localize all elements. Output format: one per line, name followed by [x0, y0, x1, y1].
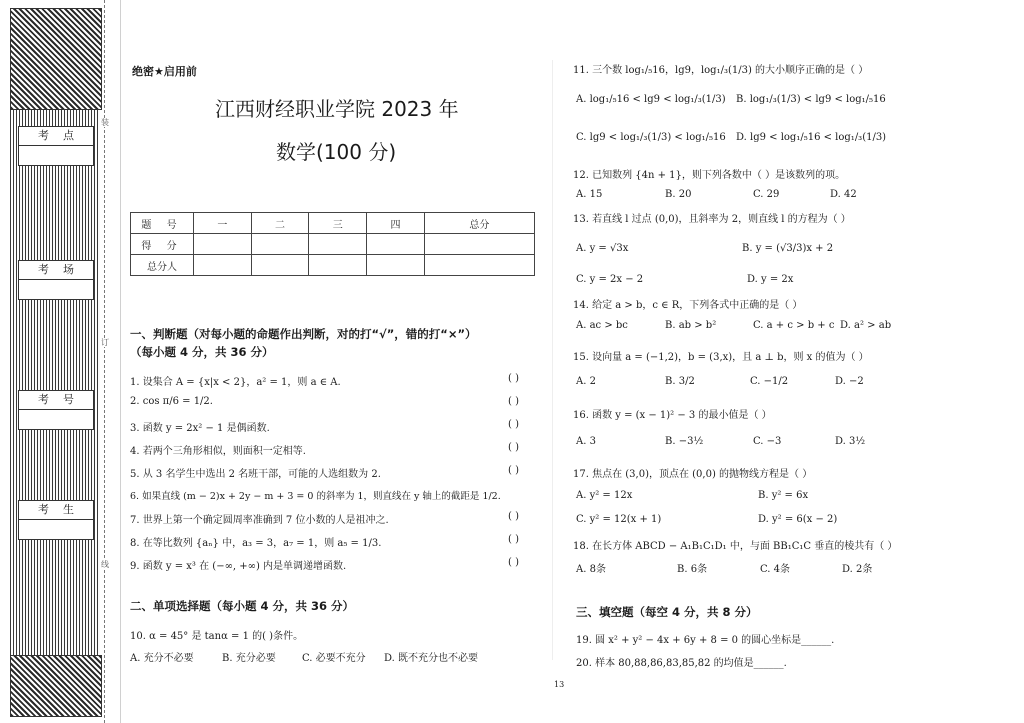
hatch-block-top: [10, 8, 102, 110]
option-d: D. y² = 6(x − 2): [758, 514, 838, 525]
score-cell[interactable]: [424, 234, 534, 255]
option-b: B. y² = 6x: [758, 490, 809, 501]
page-edge: [120, 0, 121, 723]
option-a: A. y² = 12x: [576, 490, 633, 501]
question-14: 14. 给定 a > b，c ∈ R，下列各式中正确的是（ ）: [573, 300, 803, 311]
confidential-mark: 绝密★启用前: [132, 65, 197, 78]
field-label: 考场: [19, 261, 93, 280]
answer-blank[interactable]: ( ): [508, 465, 519, 476]
table-header-cell: 题 号: [131, 213, 194, 234]
section-title: 二、单项选择题（每小题 4 分，共 36 分）: [130, 599, 355, 613]
score-cell[interactable]: [194, 255, 252, 276]
section-subtitle: （每小题 4 分，共 36 分）: [130, 345, 274, 359]
table-header-cell: 一: [194, 213, 252, 234]
question-19: 19. 圆 x² + y² − 4x + 6y + 8 = 0 的圆心坐标是______.: [576, 635, 835, 646]
question-13: 13. 若直线 l 过点 (0,0)，且斜率为 2，则直线 l 的方程为（ ）: [573, 214, 851, 225]
question-11: 11. 三个数 log₁/₅16，lg9，log₁/₃(1/3) 的大小顺序正确的是（ ）: [573, 65, 869, 76]
option-d: D. 既不充分也不必要: [384, 653, 479, 664]
section-title: 一、判断题（对每小题的命题作出判断，对的打“√”，错的打“×”）: [130, 327, 477, 341]
option-a: A. 8条: [576, 564, 606, 575]
seal-char: 装: [101, 118, 109, 127]
question-5: 5. 从 3 名学生中选出 2 名班干部，可能的人选组数为 2.: [130, 469, 381, 480]
question-16: 16. 函数 y = (x − 1)² − 3 的最小值是（ ）: [573, 410, 772, 421]
score-cell[interactable]: [309, 255, 367, 276]
answer-blank[interactable]: ( ): [508, 534, 519, 545]
option-c: C. −3: [753, 436, 782, 447]
field-exam-site[interactable]: [18, 126, 94, 166]
question-17: 17. 焦点在 (3,0)，顶点在 (0,0) 的抛物线方程是（ ）: [573, 469, 813, 480]
option-b: B. 3/2: [665, 376, 695, 387]
question-3: 3. 函数 y = 2x² − 1 是偶函数.: [130, 423, 270, 434]
table-header-cell: 总分: [424, 213, 534, 234]
option-c: C. −1/2: [750, 376, 789, 387]
option-d: D. lg9 < log₁/₅16 < log₁/₃(1/3): [736, 132, 887, 143]
option-c: C. 4条: [760, 564, 791, 575]
question-9: 9. 函数 y = x³ 在 (−∞, +∞) 内是单调递增函数.: [130, 561, 347, 572]
option-a: A. log₁/₅16 < lg9 < log₁/₃(1/3): [576, 94, 726, 105]
question-15: 15. 设向量 a = (−1,2)，b = (3,x)，且 a ⊥ b，则 x 的值为（ ）: [573, 352, 869, 363]
answer-blank[interactable]: ( ): [508, 419, 519, 430]
option-b: B. 充分必要: [222, 653, 276, 664]
option-d: D. −2: [835, 376, 864, 387]
question-18: 18. 在长方体 ABCD − A₁B₁C₁D₁ 中，与面 BB₁C₁C 垂直的棱共有（ ）: [573, 541, 898, 552]
hatch-block-bottom: [10, 655, 102, 717]
option-a: A. ac > bc: [576, 320, 628, 331]
answer-blank[interactable]: ( ): [508, 373, 519, 384]
table-row-label: 总分人: [131, 255, 194, 276]
answer-blank[interactable]: ( ): [508, 557, 519, 568]
score-cell[interactable]: [309, 234, 367, 255]
answer-blank[interactable]: ( ): [508, 511, 519, 522]
question-6: 6. 如果直线 (m − 2)x + 2y − m + 3 = 0 的斜率为 1，则直线在 y 轴上的截距是 1/2.: [130, 491, 501, 502]
option-a: A. y = √3x: [576, 243, 629, 254]
question-8: 8. 在等比数列 {aₙ} 中，a₃ = 3，a₇ = 1，则 a₅ = 1/3.: [130, 538, 382, 549]
field-exam-number[interactable]: [18, 390, 94, 430]
field-label: 考点: [19, 127, 93, 146]
score-table: [130, 212, 535, 276]
question-1: 1. 设集合 A = {x|x < 2}，a² = 1，则 a ∈ A.: [130, 377, 341, 388]
section-title: 三、填空题（每空 4 分，共 8 分）: [576, 605, 758, 619]
binding-strip: [0, 0, 118, 723]
option-b: B. ab > b²: [665, 320, 717, 331]
option-d: D. 3½: [835, 436, 866, 447]
question-7: 7. 世界上第一个确定圆周率准确到 7 位小数的人是祖冲之.: [130, 515, 389, 526]
binding-stripes: [10, 110, 100, 655]
score-cell[interactable]: [367, 234, 425, 255]
field-label: 考号: [19, 391, 93, 410]
option-a: A. 充分不必要: [130, 653, 194, 664]
exam-title: 数学(100 分): [276, 140, 397, 164]
option-d: D. a² > ab: [840, 320, 892, 331]
table-row: [131, 213, 535, 234]
question-12: 12. 已知数列 {4n + 1}，则下列各数中（ ）是该数列的项。: [573, 170, 846, 181]
option-d: D. 2条: [842, 564, 873, 575]
question-20: 20. 样本 80,88,86,83,85,82 的均值是______.: [576, 658, 787, 669]
table-header-cell: 二: [251, 213, 309, 234]
column-divider: [552, 60, 553, 660]
score-cell[interactable]: [424, 255, 534, 276]
option-b: B. log₁/₃(1/3) < lg9 < log₁/₅16: [736, 94, 886, 105]
option-c: C. y = 2x − 2: [576, 274, 644, 285]
score-cell[interactable]: [251, 234, 309, 255]
option-c: C. a + c > b + c: [753, 320, 835, 331]
option-c: C. 29: [753, 189, 780, 200]
option-b: B. 20: [665, 189, 692, 200]
option-d: D. 42: [830, 189, 857, 200]
field-exam-room[interactable]: [18, 260, 94, 300]
option-c: C. y² = 12(x + 1): [576, 514, 662, 525]
table-header-cell: 三: [309, 213, 367, 234]
seal-char: 订: [101, 338, 109, 347]
question-10: 10. α = 45° 是 tanα = 1 的( )条件。: [130, 631, 304, 642]
option-c: C. 必要不充分: [302, 653, 366, 664]
page-number: 13: [554, 680, 565, 689]
field-candidate[interactable]: [18, 500, 94, 540]
option-d: D. y = 2x: [747, 274, 794, 285]
option-a: A. 3: [576, 436, 596, 447]
option-b: B. y = (√3/3)x + 2: [742, 243, 834, 254]
question-4: 4. 若两个三角形相似，则面积一定相等.: [130, 446, 306, 457]
option-b: B. 6条: [677, 564, 708, 575]
score-cell[interactable]: [251, 255, 309, 276]
option-a: A. 15: [576, 189, 603, 200]
seal-char: 线: [101, 560, 109, 569]
option-b: B. −3½: [665, 436, 704, 447]
score-cell[interactable]: [194, 234, 252, 255]
question-2: 2. cos π/6 = 1/2.: [130, 396, 213, 407]
table-row: [131, 234, 535, 255]
field-label: 考生: [19, 501, 93, 520]
option-a: A. 2: [576, 376, 596, 387]
score-cell[interactable]: [367, 255, 425, 276]
seal-line: [104, 0, 106, 723]
option-c: C. lg9 < log₁/₃(1/3) < log₁/₅16: [576, 132, 726, 143]
table-header-cell: 四: [367, 213, 425, 234]
table-row-label: 得 分: [131, 234, 194, 255]
school-title: 江西财经职业学院 2023 年: [215, 97, 459, 121]
answer-blank[interactable]: ( ): [508, 442, 519, 453]
answer-blank[interactable]: ( ): [508, 396, 519, 407]
table-row: [131, 255, 535, 276]
